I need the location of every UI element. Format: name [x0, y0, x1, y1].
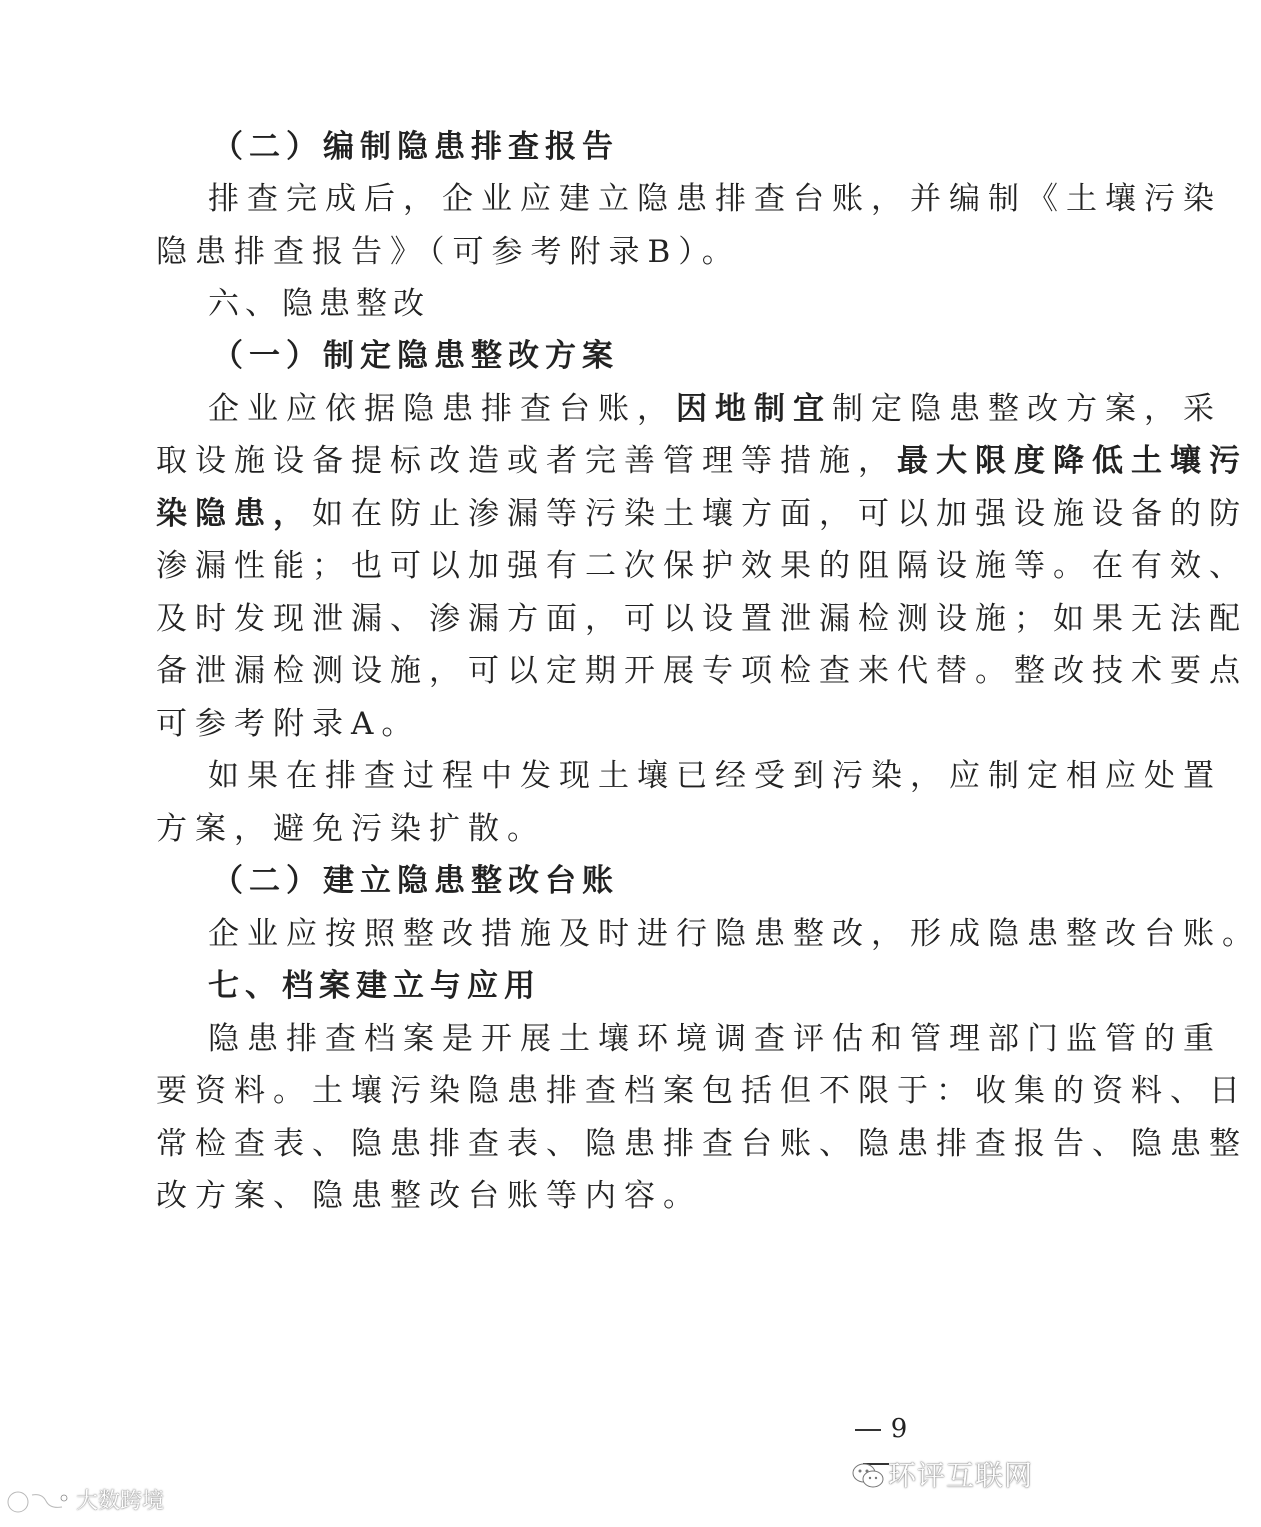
- text-run: 取设施设备提标改造或者完善管理等措施，: [156, 443, 897, 479]
- emphasis-text: 最大限度降低土壤污: [897, 443, 1248, 479]
- paragraph-line: 排查完成后，企业应建立隐患排查台账，并编制《土壤污染: [208, 181, 1222, 217]
- text-run: 企业应依据隐患排查台账，: [208, 391, 676, 427]
- emphasis-text: 因地制宜: [676, 391, 832, 427]
- watermark-right-text: 环评互联网: [888, 1459, 1034, 1492]
- paragraph-line: 及时发现泄漏、渗漏方面，可以设置泄漏检测设施；如果无法配: [156, 601, 1248, 637]
- watermark-left-text: 大数跨境: [76, 1489, 165, 1514]
- paragraph-line: [156, 494, 1248, 534]
- paragraph-line: 可参考附录A。: [156, 706, 421, 742]
- watermark-logo-icon: [6, 1489, 70, 1515]
- watermark-left: [6, 1484, 164, 1520]
- paragraph-line: 要资料。土壤污染隐患排查档案包括但不限于：收集的资料、日: [156, 1073, 1248, 1109]
- section-heading-6-2: （二）建立隐患整改台账: [212, 863, 619, 899]
- emphasis-text: 染隐患，: [156, 496, 312, 532]
- watermark-right: [888, 1454, 1033, 1498]
- paragraph-line: 企业应按照整改措施及时进行隐患整改，形成隐患整改台账。: [208, 916, 1261, 952]
- paragraph-line: 隐患排查报告》（可参考附录B）。: [156, 234, 741, 270]
- paragraph-line: 如果在排查过程中发现土壤已经受到污染，应制定相应处置: [208, 758, 1222, 794]
- text-run: 制定隐患整改方案，采: [832, 391, 1222, 427]
- paragraph-line: 常检查表、隐患排查表、隐患排查台账、隐患排查报告、隐患整: [156, 1126, 1248, 1162]
- section-heading-6-1: （一）制定隐患整改方案: [212, 338, 619, 374]
- paragraph-line: 渗漏性能；也可以加强有二次保护效果的阻隔设施等。在有效、: [156, 548, 1248, 584]
- dash-left: [855, 1429, 881, 1431]
- paragraph-line: 隐患排查档案是开展土壤环境调查评估和管理部门监管的重: [208, 1021, 1222, 1057]
- paragraph-line: [156, 441, 1248, 481]
- section-heading-7: 七、档案建立与应用: [208, 968, 541, 1004]
- text-run: 如在防止渗漏等污染土壤方面，可以加强设施设备的防: [312, 496, 1248, 532]
- section-heading-6: 六、隐患整改: [208, 286, 430, 322]
- paragraph-line: 方案，避免污染扩散。: [156, 811, 546, 847]
- section-heading-2-2: （二）编制隐患排查报告: [212, 129, 619, 165]
- page-number-value: 9: [890, 1414, 908, 1444]
- paragraph-line: 备泄漏检测设施，可以定期开展专项检查来代替。整改技术要点: [156, 653, 1248, 689]
- paragraph-line: [208, 389, 1222, 429]
- paragraph-line: 改方案、隐患整改台账等内容。: [156, 1178, 702, 1214]
- page-number: [828, 1412, 924, 1446]
- wechat-icon: [852, 1462, 884, 1490]
